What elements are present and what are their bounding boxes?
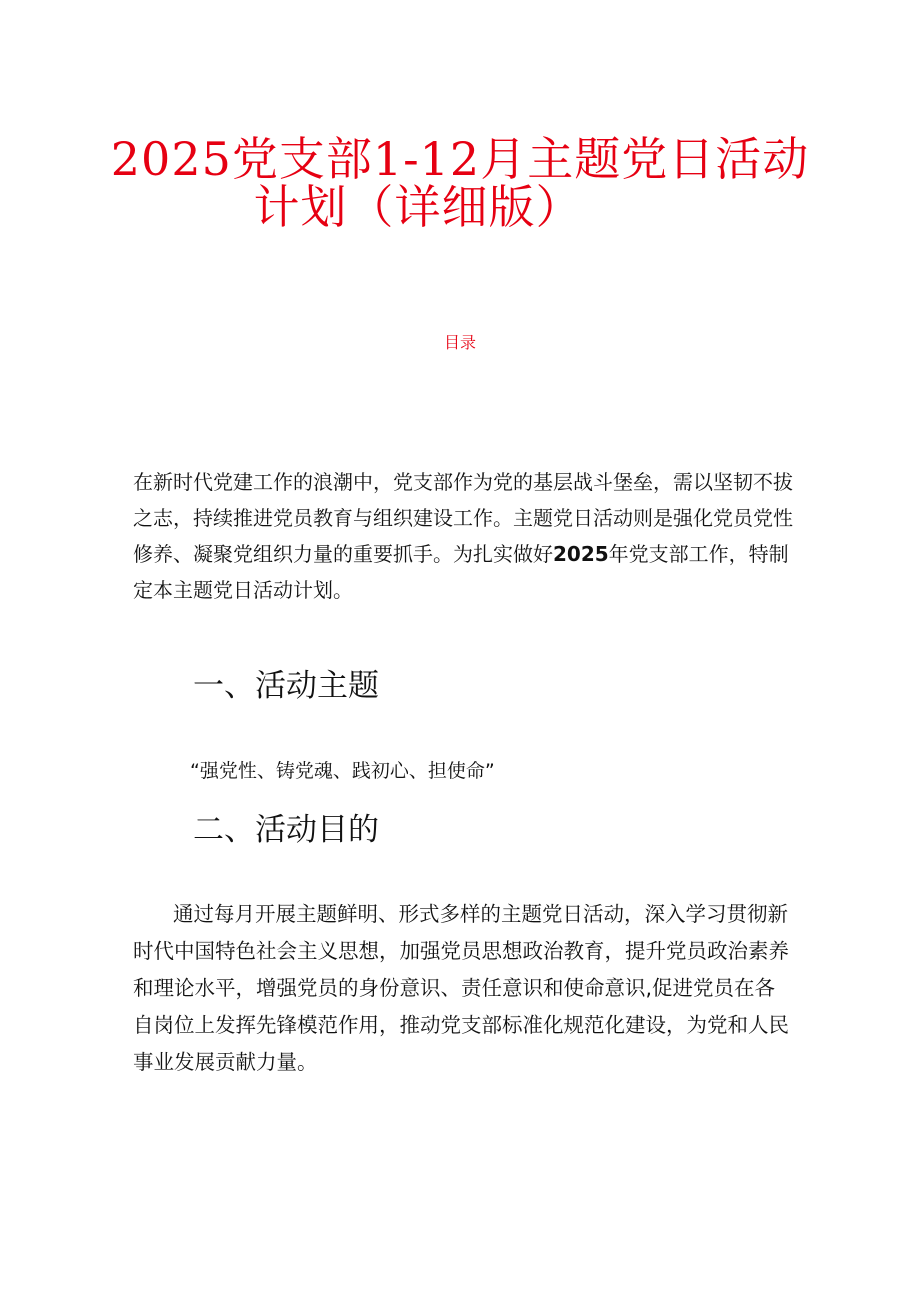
intro-text-part-2: 年党支部工作，特制定本主题党日活动计划。 (133, 542, 789, 602)
table-of-contents-label[interactable]: 目录 (443, 333, 476, 352)
intro-year: 2025 (553, 542, 609, 566)
purpose-paragraph: 通过每月开展主题鲜明、形式多样的主题党日活动，深入学习贯彻新时代中国特色社会主义思想，加强党员思想政治教育，提升党员政治素养和理论水平，增强党员的身份意识、责任意识和使命意识,促进党员在各自岗位上发挥先锋模范作用，推动党支部标准化规范化建设，为党和人民事业发展贡献力量。 (133, 902, 789, 1074)
document-title-line-2: 计划（详细版） (253, 180, 583, 234)
activity-theme-text: “强党性、铸党魂、践初心、担使命” (190, 760, 495, 782)
intro-text-part-1: 在新时代党建工作的浪潮中，党支部作为党的基层战斗堡垒，需以坚韧不拔之志，持续推进党员教育与组织建设工作。主题党日活动则是强化党员党性修养、凝聚党组织力量的重要抓手。为扎实做好 (133, 470, 793, 566)
section-heading-activity-purpose: 二、活动目的 (193, 812, 379, 848)
section-heading-activity-theme: 一、活动主题 (193, 668, 379, 704)
intro-paragraph (133, 464, 793, 608)
document-title-line-1: 2025党支部1-12月主题党日活动 (110, 132, 810, 186)
